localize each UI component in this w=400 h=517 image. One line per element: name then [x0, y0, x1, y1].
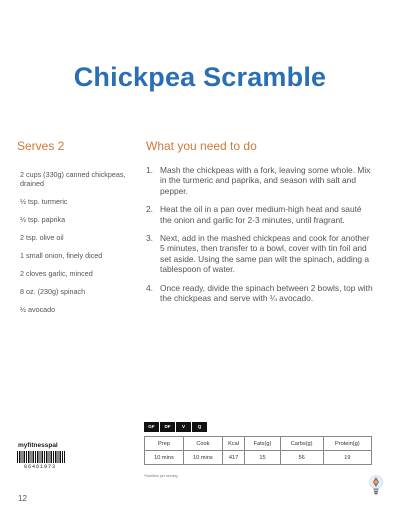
- recipe-title: Chickpea Scramble: [73, 62, 327, 92]
- nutrition-header: Cook: [183, 437, 222, 451]
- nutrition-table: [144, 436, 372, 465]
- diet-tags: [144, 422, 207, 432]
- step-item: [146, 233, 374, 275]
- step-item: [146, 165, 374, 196]
- step-text: Heat the oil in a pan over medium-high heat and sauté the onion and garlic for 2-3 minutes, until fragrant.: [160, 204, 362, 225]
- nutrition-header: Prep: [145, 437, 184, 451]
- diet-tag-q: Q: [192, 422, 207, 432]
- nutrition-value: 15: [245, 451, 280, 465]
- nutrition-header-row: [145, 437, 372, 451]
- step-number: 4.: [146, 282, 153, 293]
- ingredient-item: ½ avocado: [20, 305, 56, 314]
- page-number: 12: [18, 494, 27, 503]
- step-text: Once ready, divide the spinach between 2 bowls, top with the chickpeas and serve with ¼ avocado.: [160, 282, 373, 304]
- brand-name: myfitnesspal: [18, 442, 58, 449]
- nutrition-note: *Nutrition per serving: [144, 474, 178, 478]
- step-text: Next, add in the mashed chickpeas and cook for another 5 minutes, then transfer to a bowl, cover with tin foil and set aside. Using the same pan wilt the spinach, adding a tablespoon of water.: [160, 233, 370, 275]
- nutrition-value: 56: [280, 451, 323, 465]
- nutrition-header: Fats(g): [245, 437, 280, 451]
- step-number: 3.: [146, 233, 153, 244]
- lightbulb-logo-icon: [368, 475, 384, 497]
- nutrition-value: 10 mins: [145, 451, 184, 465]
- diet-tag-v: V: [176, 422, 191, 432]
- ingredient-item: 1 small onion, finely diced: [20, 251, 103, 260]
- ingredient-list: [20, 170, 132, 323]
- ingredient-item: 2 cloves garlic, minced: [20, 269, 93, 278]
- instruction-steps: [146, 165, 374, 311]
- nutrition-value: 10 mins: [183, 451, 222, 465]
- ingredient-item: ½ tsp. turmeric: [20, 197, 68, 206]
- nutrition-header: Carbs(g): [280, 437, 323, 451]
- step-number: 2.: [146, 204, 153, 215]
- nutrition-header: Protein(g): [323, 437, 371, 451]
- diet-tag-gf: GF: [144, 422, 159, 432]
- diet-tag-df: DF: [160, 422, 175, 432]
- instructions-heading: What you need to do: [146, 139, 257, 153]
- barcode-number: 06461973: [24, 464, 57, 470]
- ingredient-item: ½ tsp. paprika: [20, 215, 66, 224]
- nutrition-header: Kcal: [222, 437, 244, 451]
- barcode-icon: [17, 451, 65, 463]
- ingredient-item: 2 tsp. olive oil: [20, 233, 64, 242]
- nutrition-value: 417: [222, 451, 244, 465]
- step-number: 1.: [146, 165, 153, 175]
- serves-heading: Serves 2: [17, 139, 65, 153]
- step-text: Mash the chickpeas with a fork, leaving some whole. Mix in the turmeric and paprika, and season with salt and pepper.: [160, 165, 371, 196]
- ingredient-item: 2 cups (330g) canned chickpeas, drained: [20, 170, 126, 188]
- nutrition-value-row: [145, 451, 372, 465]
- step-item: [146, 283, 374, 304]
- step-item: [146, 204, 374, 225]
- ingredient-item: 8 oz. (230g) spinach: [20, 287, 86, 296]
- nutrition-value: 19: [323, 451, 371, 465]
